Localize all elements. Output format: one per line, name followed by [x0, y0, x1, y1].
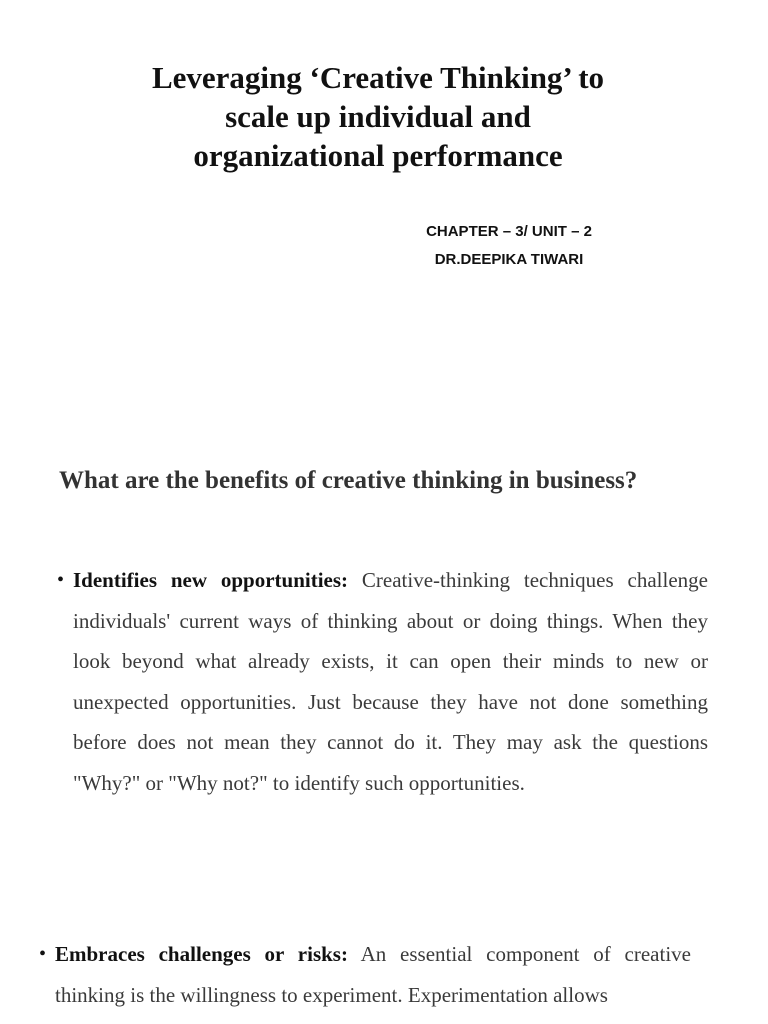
bullet-icon: •	[39, 943, 47, 965]
bullet-term: Identifies new opportunities:	[73, 568, 349, 592]
chapter-unit-label: CHAPTER – 3/ UNIT – 2	[426, 223, 592, 240]
bullet-term: Embraces challenges or risks:	[55, 942, 348, 966]
bullet-icon: •	[57, 569, 65, 591]
bullet-text: An essential component of creative thinking is the willingness to experiment. Experimentation allows	[55, 942, 691, 1007]
bullet-item-challenges-risks	[39, 934, 691, 1015]
title-line-1: Leveraging ‘Creative Thinking’ to	[151, 60, 605, 95]
section-heading: What are the benefits of creative thinking in business?	[59, 467, 638, 494]
slide-title	[100, 58, 656, 175]
bullet-item-new-opportunities	[57, 560, 708, 803]
author-name: DR.DEEPIKA TIWARI	[434, 251, 584, 268]
title-line-2: scale up individual and	[225, 99, 531, 134]
bullet-text: Creative-thinking techniques challenge individuals' current ways of thinking about or doing things. When they look beyond what already exists, it can open their minds to new or unexpected opportunities. Just because they have not done something before does not mean they cannot do it. They may ask the questions "Why?" or "Why not?" to identify such opportunities.	[73, 568, 708, 795]
slide-subtitle	[395, 218, 623, 274]
title-line-3: organizational performance	[193, 138, 563, 173]
